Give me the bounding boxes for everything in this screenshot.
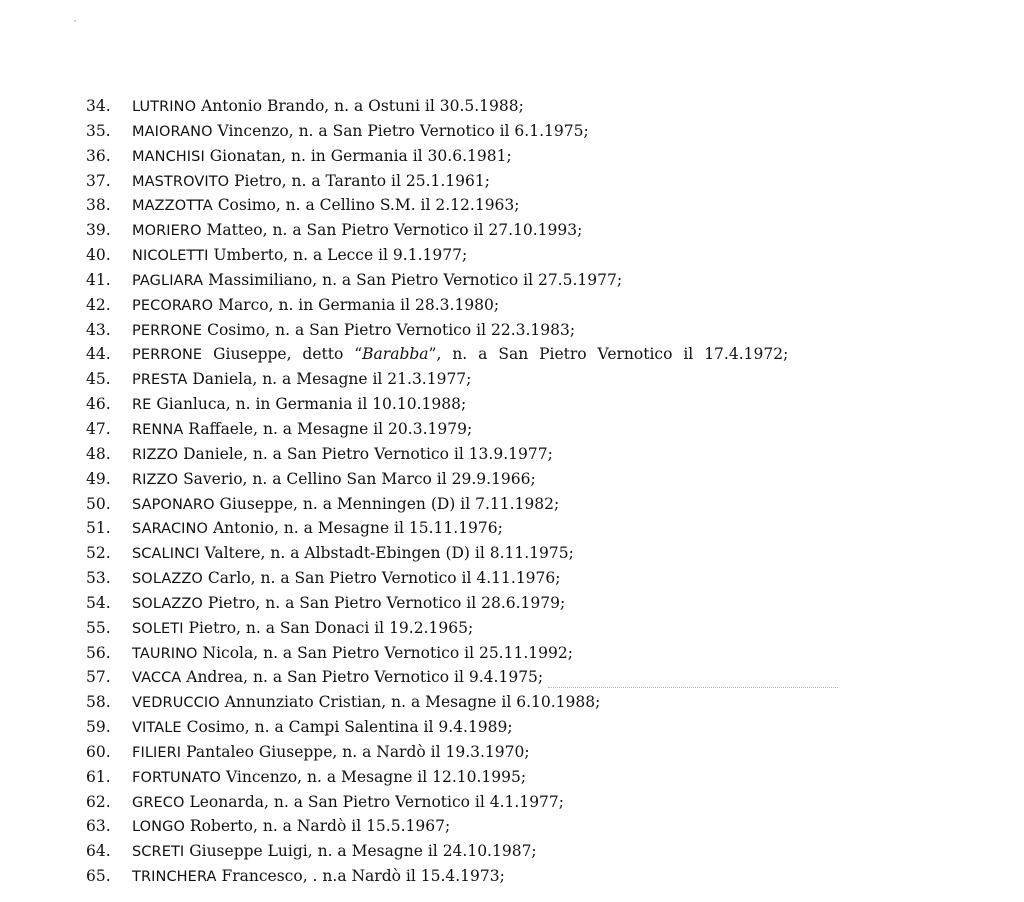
entry-surname: MAIORANO (132, 123, 213, 140)
entry-surname: RIZZO (132, 471, 179, 488)
entry-surname: SOLETI (132, 620, 184, 637)
entry-number: 56. (86, 643, 111, 662)
entry-number: 57. (86, 668, 111, 687)
entry-number: 43. (86, 320, 111, 339)
entry-number: 40. (86, 246, 111, 265)
entry-number: 62. (86, 792, 111, 811)
entry-number: 37. (86, 171, 111, 190)
entry-number: 63. (86, 817, 111, 836)
list-item (86, 268, 986, 293)
entry-details: Umberto, n. a Lecce il 9.1.1977; (208, 246, 468, 265)
entry-details: Vincenzo, n. a San Pietro Vernotico il 6.1.1975; (212, 121, 589, 140)
scan-artifact-line (548, 687, 838, 688)
entry-surname: PAGLIARA (132, 272, 204, 289)
entry-surname: GRECO (132, 794, 185, 811)
entry-number: 39. (86, 221, 111, 240)
entry-details-after: ”, n. a San Pietro Vernotico il 17.4.1972; (428, 345, 789, 364)
entry-details: Annunziato Cristian, n. a Mesagne il 6.10.1988; (219, 693, 601, 712)
list-item (86, 119, 986, 144)
entry-details: Pietro, n. a Taranto il 25.1.1961; (229, 171, 490, 190)
entry-details: Raffaele, n. a Mesagne il 20.3.1979; (183, 419, 473, 438)
entry-details: Daniele, n. a San Pietro Vernotico il 13.9.1977; (178, 444, 553, 463)
entry-number: 49. (86, 469, 111, 488)
entry-surname: TRINCHERA (132, 869, 217, 886)
list-item (86, 392, 986, 417)
entry-surname: MANCHISI (132, 148, 205, 165)
entry-details: Vincenzo, n. a Mesagne il 12.10.1995; (221, 767, 527, 786)
list-item (86, 864, 986, 889)
list-item (86, 814, 986, 839)
list-item (86, 591, 986, 616)
entry-details: Daniela, n. a Mesagne il 21.3.1977; (187, 370, 472, 389)
entry-number: 55. (86, 618, 111, 637)
entry-details: Roberto, n. a Nardò il 15.5.1967; (184, 817, 451, 836)
entry-surname: PERRONE (132, 322, 203, 339)
entry-surname: VITALE (132, 720, 182, 737)
entry-number: 52. (86, 544, 111, 563)
entry-surname: PERRONE (132, 347, 203, 364)
entry-details: Pietro, n. a San Donaci il 19.2.1965; (183, 618, 474, 637)
entry-number: 36. (86, 146, 111, 165)
list-item (86, 342, 986, 367)
entry-number: 45. (86, 370, 111, 389)
list-item (86, 417, 986, 442)
list-item (86, 541, 986, 566)
list-item (86, 94, 986, 119)
entry-surname: VACCA (132, 670, 182, 687)
entry-details: Massimiliano, n. a San Pietro Vernotico il 27.5.1977; (203, 270, 623, 289)
entry-details: Matteo, n. a San Pietro Vernotico il 27.10.1993; (201, 221, 583, 240)
entry-surname: LUTRINO (132, 99, 197, 115)
entry-number: 53. (86, 569, 111, 588)
entry-number: 42. (86, 295, 111, 314)
entry-surname: RIZZO (132, 446, 179, 463)
entry-number: 46. (86, 395, 111, 414)
entry-details (202, 342, 788, 367)
entry-number: 34. (86, 97, 111, 115)
entry-number: 64. (86, 842, 111, 861)
list-item (86, 492, 986, 517)
list-item (86, 616, 986, 641)
entry-surname: SCRETI (132, 844, 185, 861)
entry-details: Andrea, n. a San Pietro Vernotico il 9.4.1975; (181, 668, 544, 687)
list-item (86, 193, 986, 218)
list-item (86, 765, 986, 790)
entry-surname: VEDRUCCIO (132, 695, 220, 712)
entry-surname: FILIERI (132, 744, 182, 761)
entry-details: Cosimo, n. a Campi Salentina il 9.4.1989; (181, 718, 513, 737)
entry-surname: NICOLETTI (132, 248, 209, 265)
entry-number: 38. (86, 196, 111, 215)
entry-number: 48. (86, 444, 111, 463)
entry-surname: SOLAZZO (132, 595, 203, 612)
entry-details: Gianluca, n. in Germania il 10.10.1988; (151, 395, 467, 414)
entry-nickname: Barabba (362, 345, 429, 364)
entry-number: 41. (86, 270, 111, 289)
entry-surname: MAZZOTTA (132, 198, 213, 215)
list-item (86, 690, 986, 715)
entry-details: Marco, n. in Germania il 28.3.1980; (213, 295, 500, 314)
list-item (86, 442, 986, 467)
list-item (86, 566, 986, 591)
list-item (86, 641, 986, 666)
entry-details: Carlo, n. a San Pietro Vernotico il 4.11.1976; (202, 569, 561, 588)
list-item (86, 665, 986, 690)
entry-details: Gionatan, n. in Germania il 30.6.1981; (204, 146, 512, 165)
entry-details: Saverio, n. a Cellino San Marco il 29.9.1966; (178, 469, 536, 488)
entry-surname: LONGO (132, 819, 185, 836)
entry-number: 47. (86, 419, 111, 438)
entry-number: 54. (86, 593, 111, 612)
entry-surname: MORIERO (132, 223, 202, 240)
entry-details-before: Giuseppe, detto “ (202, 345, 363, 364)
list-item (86, 467, 986, 492)
entry-number: 61. (86, 767, 111, 786)
list-item (86, 218, 986, 243)
list-item (86, 367, 986, 392)
entry-surname: RENNA (132, 421, 184, 438)
list-item (86, 243, 986, 268)
entry-number: 59. (86, 718, 111, 737)
entry-details: Antonio Brando, n. a Ostuni il 30.5.1988; (196, 97, 524, 115)
entry-details: Pantaleo Giuseppe, n. a Nardò il 19.3.1970; (181, 742, 530, 761)
entry-surname: TAURINO (132, 645, 198, 662)
list-item (86, 144, 986, 169)
entry-details: Francesco, . n.a Nardò il 15.4.1973; (216, 867, 505, 886)
list-item (86, 715, 986, 740)
entry-details: Cosimo, n. a Cellino S.M. il 2.12.1963; (212, 196, 520, 215)
list-item (86, 740, 986, 765)
entry-details: Giuseppe Luigi, n. a Mesagne il 24.10.1987; (184, 842, 537, 861)
entry-details: Leonarda, n. a San Pietro Vernotico il 4.1.1977; (184, 792, 565, 811)
list-item (86, 790, 986, 815)
entry-details: Antonio, n. a Mesagne il 15.11.1976; (208, 519, 503, 538)
entry-surname: SOLAZZO (132, 571, 203, 588)
entry-details: Nicola, n. a San Pietro Vernotico il 25.11.1992; (197, 643, 573, 662)
defendant-list (86, 94, 986, 889)
entry-surname: SCALINCI (132, 546, 200, 563)
entry-details: Pietro, n. a San Pietro Vernotico il 28.6.1979; (202, 593, 566, 612)
entry-details: Giuseppe, n. a Menningen (D) il 7.11.1982; (214, 494, 560, 513)
entry-number: 35. (86, 121, 111, 140)
list-item (86, 169, 986, 194)
scan-speck (74, 20, 76, 22)
entry-number: 65. (86, 867, 111, 886)
list-item (86, 293, 986, 318)
entry-details: Valtere, n. a Albstadt-Ebingen (D) il 8.11.1975; (199, 544, 574, 563)
entry-number: 44. (86, 345, 111, 364)
entry-surname: SAPONARO (132, 496, 215, 513)
entry-surname: FORTUNATO (132, 769, 222, 786)
entry-surname: RE (132, 397, 152, 414)
list-item (86, 318, 986, 343)
entry-surname: PECORARO (132, 297, 214, 314)
entry-number: 50. (86, 494, 111, 513)
entry-number: 51. (86, 519, 111, 538)
entry-details: Cosimo, n. a San Pietro Vernotico il 22.3.1983; (202, 320, 576, 339)
entry-surname: PRESTA (132, 372, 188, 389)
list-item (86, 839, 986, 864)
list-item (86, 516, 986, 541)
entry-surname: SARACINO (132, 521, 209, 538)
entry-number: 58. (86, 693, 111, 712)
entry-surname: MASTROVITO (132, 173, 230, 190)
entry-number: 60. (86, 742, 111, 761)
